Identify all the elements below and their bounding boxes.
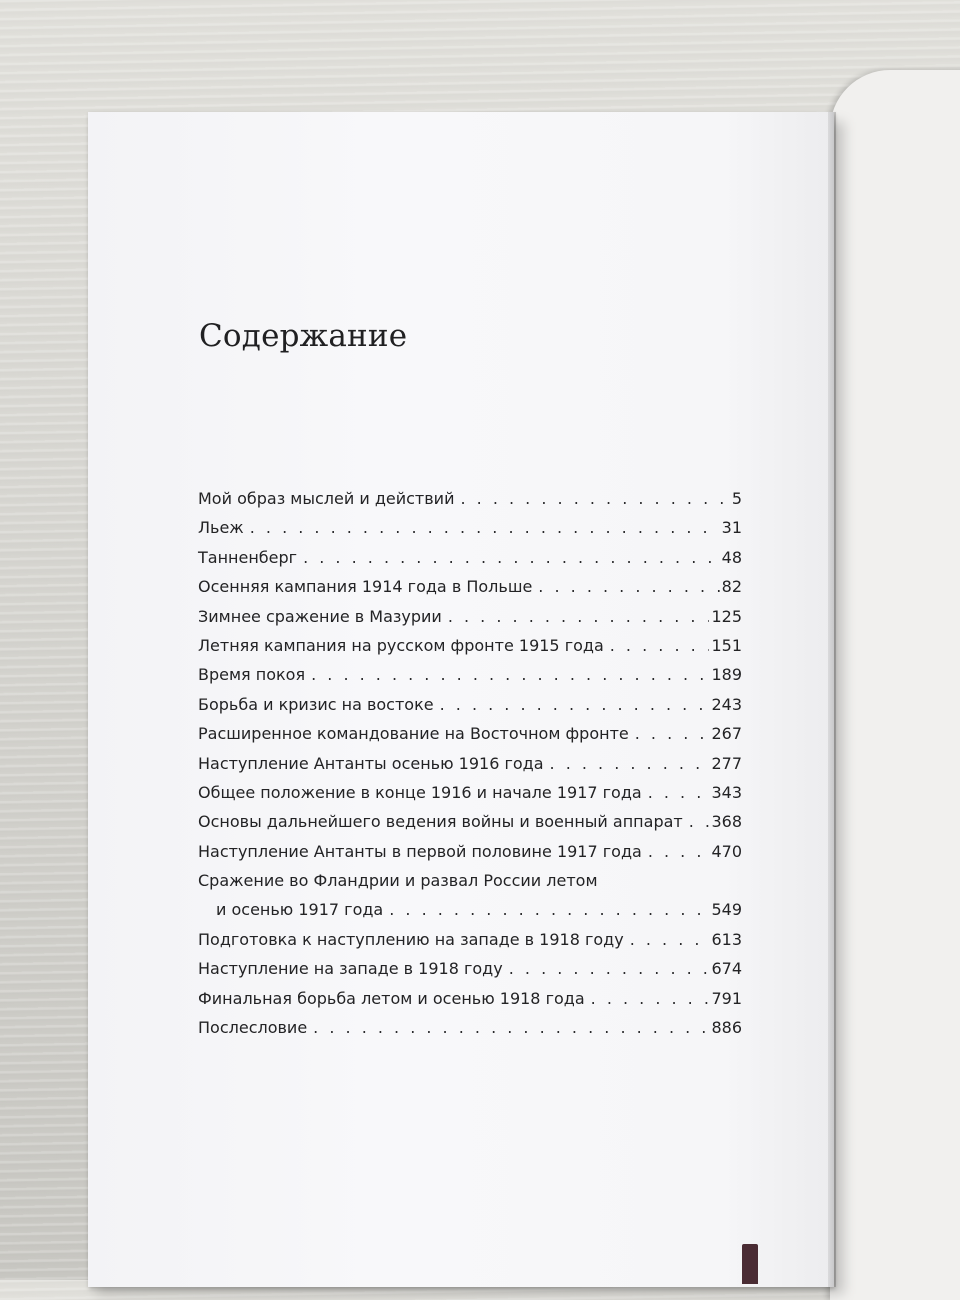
toc-entry-title: Общее положение в конце 1916 и начале 1917 года: [198, 782, 642, 802]
dot-leader: [389, 895, 709, 924]
toc-entry-title: Зимнее сражение в Мазурии: [198, 606, 442, 626]
table-of-contents: [198, 484, 742, 1042]
toc-entry: [198, 749, 742, 778]
toc-entry: [198, 807, 742, 836]
toc-entry-page: 82: [721, 577, 742, 597]
toc-entry: [198, 484, 742, 513]
toc-entry-title: Наступление Антанты осенью 1916 года: [198, 753, 544, 773]
toc-entry-page: 267: [711, 724, 742, 744]
toc-entry-page: 368: [711, 812, 742, 832]
dot-leader: [635, 719, 710, 748]
facing-page-edge: [830, 70, 960, 1300]
toc-entry-page: 343: [711, 782, 742, 802]
toc-entry: [198, 837, 742, 866]
toc-entry-title: Борьба и кризис на востоке: [198, 694, 434, 714]
toc-entry-page: 31: [721, 518, 742, 538]
toc-entry-second-line: [198, 895, 742, 924]
toc-entry: [198, 984, 742, 1013]
dot-leader: [648, 778, 710, 807]
toc-entry-title: Послесловие: [198, 1018, 308, 1038]
dot-leader: [648, 837, 710, 866]
dot-leader: [509, 954, 710, 983]
toc-entry-page: 549: [711, 900, 742, 920]
dot-leader: [591, 984, 710, 1013]
toc-entry-page: 277: [711, 753, 742, 773]
toc-entry-title: Мой образ мыслей и действий: [198, 489, 455, 508]
page-gutter: [828, 112, 836, 1287]
toc-entry: [198, 660, 742, 689]
toc-entry-title: Танненберг: [198, 547, 298, 567]
toc-entry-title: Основы дальнейшего ведения войны и военный аппарат: [198, 812, 683, 832]
toc-entry-title: Летняя кампания на русском фронте 1915 года: [198, 635, 604, 655]
page-title: Содержание: [199, 318, 408, 354]
toc-entry-title: Подготовка к наступлению на западе в 1918 году: [198, 929, 624, 949]
dot-leader: [538, 572, 719, 601]
dot-leader: [250, 513, 720, 542]
toc-entry-page: 613: [711, 929, 742, 949]
toc-entry-page: 48: [721, 547, 742, 567]
dot-leader: [448, 602, 710, 631]
toc-entry-page: 791: [711, 988, 742, 1008]
toc-entry-title: Финальная борьба летом и осенью 1918 года: [198, 988, 585, 1008]
dot-leader: [689, 807, 710, 836]
toc-entry: [198, 543, 742, 572]
toc-entry-page: 151: [711, 635, 742, 655]
ribbon-bookmark: [742, 1244, 758, 1284]
toc-entry: [198, 719, 742, 748]
toc-entry-page: 886: [711, 1018, 742, 1038]
toc-entry-title: Расширенное командование на Восточном фронте: [198, 724, 629, 744]
toc-entry-title: Сражение во Фландрии и развал России летом: [198, 871, 598, 891]
toc-entry: [198, 602, 742, 631]
toc-entry-title: Наступление на западе в 1918 году: [198, 959, 503, 979]
toc-entry-page: 674: [711, 959, 742, 979]
toc-entry-page: 125: [711, 606, 742, 626]
toc-entry-first-line: [198, 866, 742, 895]
toc-entry-page: 5: [731, 489, 742, 508]
toc-entry-title: Льеж: [198, 518, 244, 538]
toc-entry-title: Наступление Антанты в первой половине 1917 года: [198, 841, 642, 861]
toc-entry: [198, 954, 742, 983]
dot-leader: [630, 925, 710, 954]
dot-leader: [550, 749, 710, 778]
dot-leader: [303, 543, 720, 572]
dot-leader: [460, 484, 729, 513]
toc-entry: [198, 925, 742, 954]
toc-entry: [198, 690, 742, 719]
toc-entry-page: 243: [711, 694, 742, 714]
toc-entry: [198, 866, 742, 925]
toc-entry: [198, 572, 742, 601]
toc-entry-page: 189: [711, 665, 742, 685]
toc-entry-page: 470: [711, 841, 742, 861]
toc-entry-title-continuation: и осенью 1917 года: [216, 900, 384, 920]
toc-entry: [198, 1013, 742, 1042]
dot-leader: [313, 1013, 709, 1042]
toc-entry: [198, 631, 742, 660]
dot-leader: [311, 660, 709, 689]
dot-leader: [610, 631, 710, 660]
toc-entry-title: Осенняя кампания 1914 года в Польше: [198, 577, 533, 597]
toc-entry: [198, 778, 742, 807]
dot-leader: [440, 690, 710, 719]
toc-entry-title: Время покоя: [198, 665, 306, 685]
toc-entry: [198, 513, 742, 542]
